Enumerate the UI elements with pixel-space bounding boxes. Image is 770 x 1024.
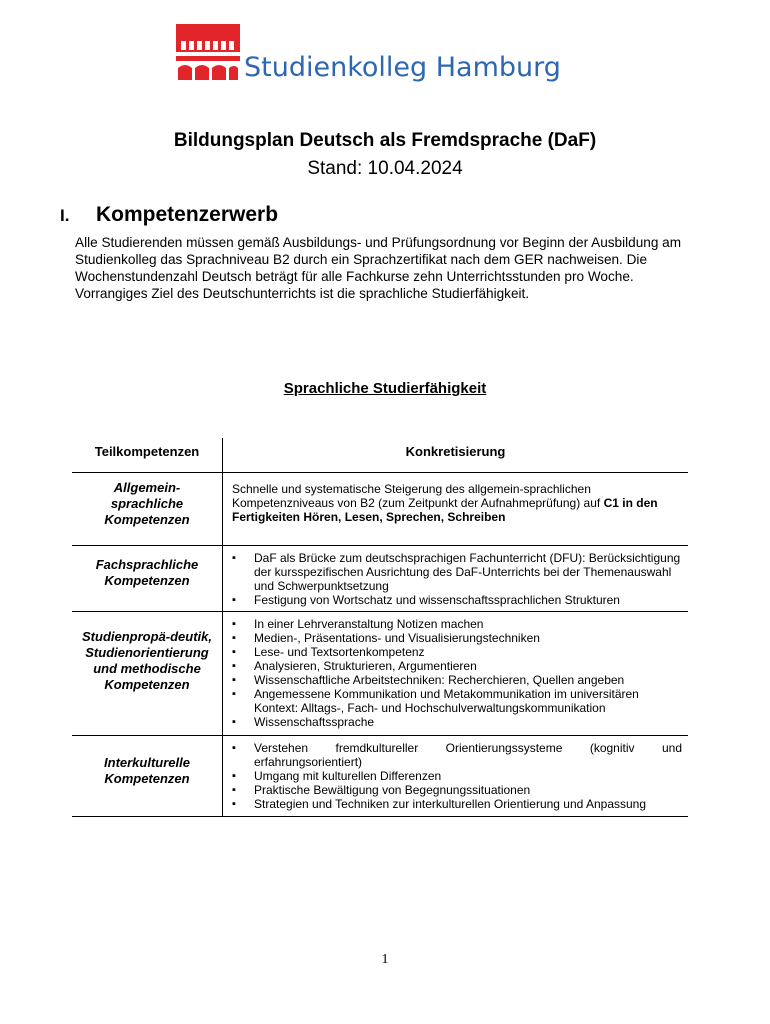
logo (176, 24, 561, 90)
row-divider (72, 472, 688, 473)
row-content (232, 482, 682, 524)
list-item: ▪ DaF als Brücke zum deutschsprachigen Fachunterricht (DFU): Berücksichtigung der kursspezifischen Ausrichtung des DaF-Unterrichts bei der Themenauswahl und Schwerpunktsetzung (232, 551, 682, 593)
row-text: Schnelle und systematische Steigerung des allgemein-sprachlichen Kompetenzniveaus von B2 (zum Zeitpunkt der Aufnahmeprüfung) auf (232, 482, 604, 510)
list-item: ▪ Praktische Bewältigung von Begegnungssituationen (232, 783, 682, 797)
row-label: Interkulturelle Kompetenzen (104, 755, 190, 786)
section-title: Kompetenzerwerb (96, 203, 279, 226)
row-divider (72, 816, 688, 817)
list-item: ▪ Lese- und Textsortenkompetenz (232, 645, 682, 659)
logo-text: Studienkolleg Hamburg (244, 52, 561, 83)
building-arches-icon (176, 24, 240, 80)
page-number: 1 (381, 952, 389, 967)
document-date: Stand: 10.04.2024 (307, 158, 463, 179)
row-label: Studienpropä-deutik, Studienorientierung und methodische Kompetenzen (82, 629, 212, 692)
list-item: ▪ Angemessene Kommunikation und Metakommunikation im universitären Kontext: Alltags-, Fach- und Hochschulverwaltungskommunikation (232, 687, 682, 715)
subsection-title: Sprachliche Studierfähigkeit (283, 380, 487, 397)
row-divider (72, 545, 688, 546)
row-content (232, 741, 682, 811)
list-item: ▪ In einer Lehrveranstaltung Notizen machen (232, 617, 682, 631)
column-divider (222, 438, 223, 816)
table-header-teilkompetenzen: Teilkompetenzen (94, 444, 200, 459)
row-divider (72, 735, 688, 736)
list-item: ▪ Strategien und Techniken zur interkulturellen Orientierung und Anpassung (232, 797, 682, 811)
document-title: Bildungsplan Deutsch als Fremdsprache (DaF) (173, 130, 597, 151)
intro-paragraph: Alle Studierenden müssen gemäß Ausbildungs- und Prüfungsordnung vor Beginn der Ausbildung am Studienkolleg das Sprachniveau B2 durch ein Sprachzertifikat nach dem GER nachweisen. Die Wochenstundenzahl Deutsch beträgt für alle Fachkurse zehn Unterrichtsstunden pro Woche. Vorrangiges Ziel des Deutschunterrichts ist die sprachliche Studierfähigkeit. (75, 235, 682, 301)
list-item: ▪ Medien-, Präsentations- und Visualisierungstechniken (232, 631, 682, 645)
row-content (232, 617, 682, 729)
row-label: Fachsprachliche Kompetenzen (95, 557, 199, 588)
list-item: ▪ Analysieren, Strukturieren, Argumentieren (232, 659, 682, 673)
row-content (232, 551, 682, 607)
row-text-bold: C1 in den Fertigkeiten Hören, Lesen, Sprechen, Schreiben (232, 496, 658, 524)
list-item: ▪ Umgang mit kulturellen Differenzen (232, 769, 682, 783)
list-item: ▪ Verstehen fremdkultureller Orientierungssysteme (kognitiv und erfahrungsorientiert) (232, 741, 682, 769)
row-label: Allgemein-sprachliche Kompetenzen (104, 480, 190, 527)
section-number: I. (60, 206, 70, 225)
table-header-konkretisierung: Konkretisierung (405, 444, 506, 459)
list-item: ▪ Festigung von Wortschatz und wissenschaftssprachlichen Strukturen (232, 593, 682, 607)
row-divider (72, 611, 688, 612)
list-item: ▪ Wissenschaftssprache (232, 715, 682, 729)
list-item: ▪ Wissenschaftliche Arbeitstechniken: Recherchieren, Quellen angeben (232, 673, 682, 687)
